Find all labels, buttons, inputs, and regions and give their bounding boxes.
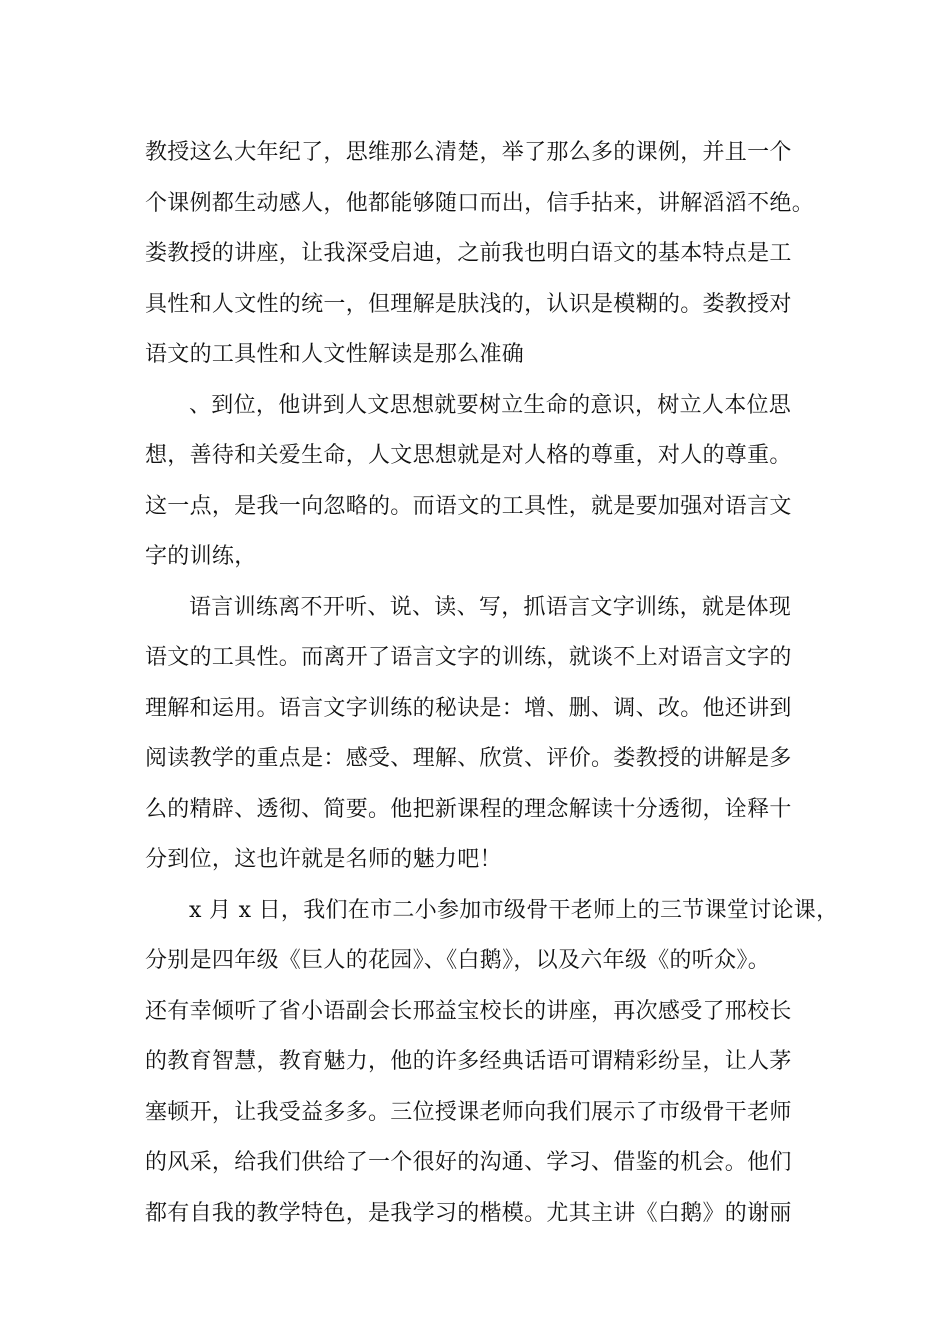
text-line: 么的精辟、透彻、简要。他把新课程的理念解读十分透彻，诠释十 [145, 796, 792, 822]
text-line: 阅读教学的重点是：感受、理解、欣赏、评价。娄教授的讲解是多 [145, 746, 792, 771]
text-line: 这一点，是我一向忽略的。而语文的工具性，就是要加强对语言文 [145, 493, 792, 519]
text-line: 语言训练离不开听、说、读、写，抓语言文字训练，就是体现 [189, 594, 792, 620]
text-line: x 月 x 日，我们在市二小参加市级骨干老师上的三节课堂讨论课， [189, 897, 839, 923]
text-line: 都有自我的教学特色，是我学习的楷模。尤其主讲《白鹅》的谢丽 [145, 1200, 792, 1226]
text-line: 想，善待和关爱生命，人文思想就是对人格的尊重，对人的尊重。 [145, 443, 792, 468]
document-body [145, 128, 839, 1239]
text-line: 个课例都生动感人，他都能够随口而出，信手拈来，讲解滔滔不绝。 [145, 190, 815, 216]
text-line: 、到位，他讲到人文思想就要树立生命的意识，树立人本位思 [189, 392, 792, 418]
text-line: 具性和人文性的统一，但理解是肤浅的，认识是模糊的。娄教授对 [145, 291, 792, 317]
text-line: 字的训练， [145, 544, 257, 569]
text-line: 塞顿开，让我受益多多。三位授课老师向我们展示了市级骨干老师 [145, 1099, 792, 1125]
text-line: 语文的工具性。而离开了语言文字的训练，就谈不上对语言文字的 [145, 645, 792, 670]
text-line: 语文的工具性和人文性解读是那么准确 [145, 342, 525, 367]
text-line: 分到位，这也许就是名师的魅力吧！ [145, 847, 502, 872]
text-line: 的教育智慧，教育魅力，他的许多经典话语可谓精彩纷呈，让人茅 [145, 1049, 792, 1074]
text-line: 教授这么大年纪了，思维那么清楚，举了那么多的课例，并且一个 [145, 140, 792, 165]
text-line: 理解和运用。语言文字训练的秘诀是：增、删、调、改。他还讲到 [145, 695, 792, 721]
text-line: 还有幸倾听了省小语副会长邢益宝校长的讲座，再次感受了邢校长 [145, 998, 792, 1024]
text-line: 娄教授的讲座，让我深受启迪，之前我也明白语文的基本特点是工 [145, 241, 792, 266]
text-line: 分别是四年级《巨人的花园》、《白鹅》，以及六年级《的听众》。 [145, 948, 771, 973]
text-line: 的风采，给我们供给了一个很好的沟通、学习、借鉴的机会。他们 [145, 1150, 792, 1175]
